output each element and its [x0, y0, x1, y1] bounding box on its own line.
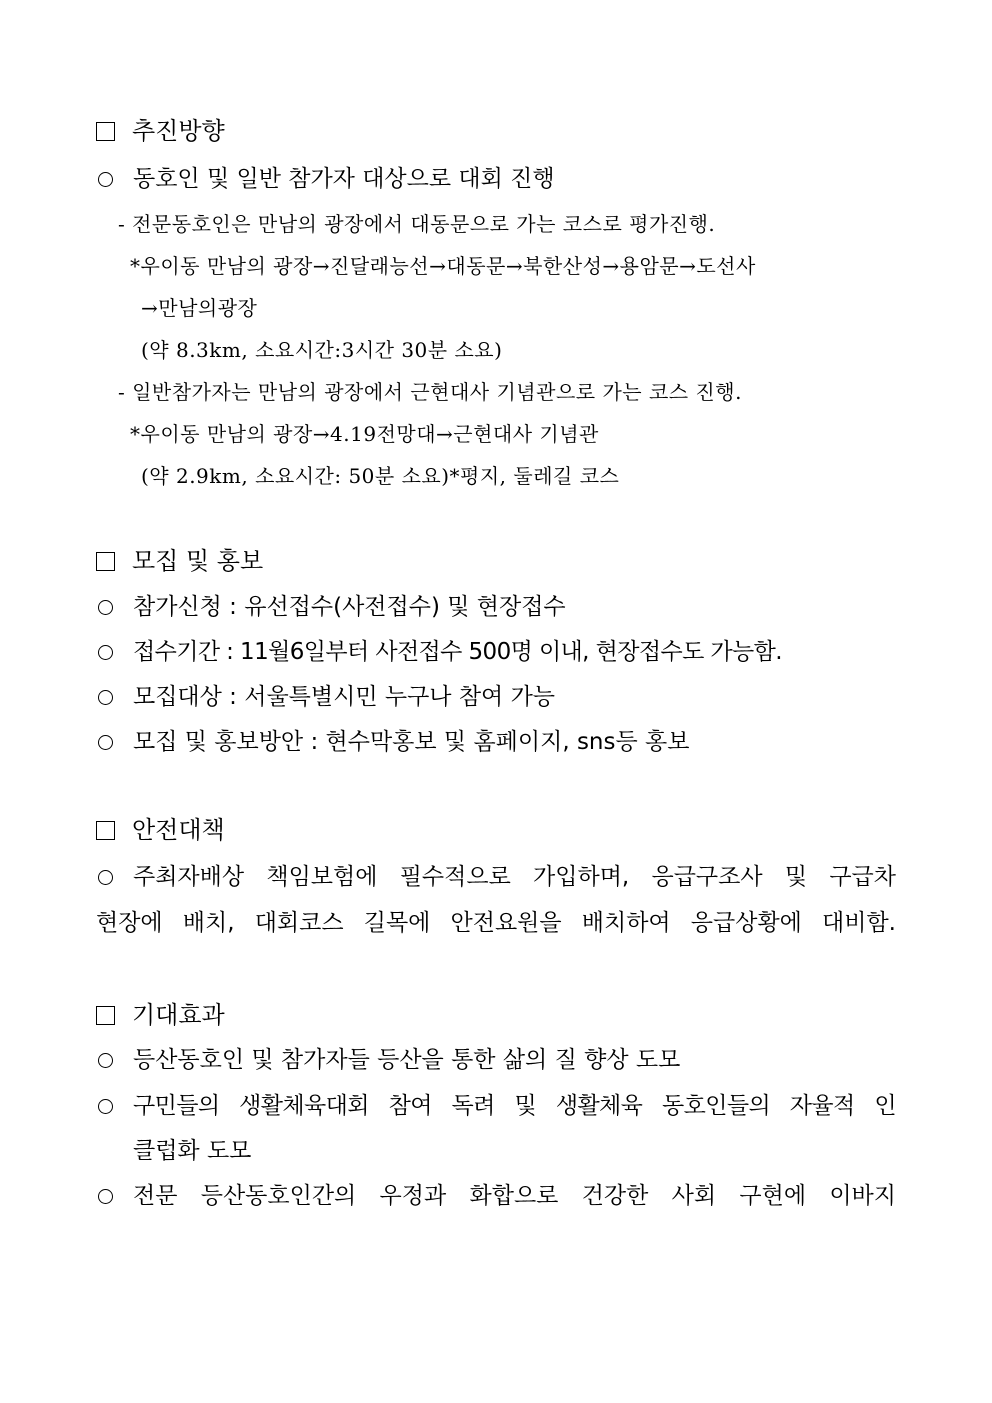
bullet-continuation: 클럽화 도모	[133, 1138, 252, 1164]
bullet-text: 모집대상 : 서울특별시민 누구나 참여 가능	[133, 684, 556, 710]
bullet-item	[98, 1185, 896, 1208]
general-route-line: *우이동 만남의 광장→4.19전망대→근현대사 기념관	[130, 422, 599, 446]
bullet-text: 등산동호인 및 참가자들 등산을 통한 삶의 질 향상 도모	[133, 1047, 681, 1073]
checkbox-square-icon	[96, 821, 115, 840]
circle-bullet-icon	[98, 735, 113, 750]
general-course-line: - 일반참가자는 만남의 광장에서 근현대사 기념관으로 가는 코스 진행.	[118, 380, 742, 404]
bullet-item	[98, 1049, 680, 1072]
section-heading-recruitment	[96, 549, 263, 573]
expert-course-info: (약 8.3km, 소요시간:3시간 30분 소요)	[141, 338, 503, 362]
bullet-item	[98, 686, 555, 709]
section-heading-safety	[96, 818, 225, 842]
section-heading-effects	[96, 1003, 225, 1027]
circle-bullet-icon	[98, 690, 113, 705]
section-heading-direction	[96, 119, 225, 143]
circle-bullet-icon	[98, 1053, 113, 1068]
general-course-info: (약 2.9km, 소요시간: 50분 소요)*평지, 둘레길 코스	[141, 464, 620, 488]
bullet-item	[98, 641, 782, 664]
expert-course-line: - 전문동호인은 만남의 광장에서 대동문으로 가는 코스로 평가진행.	[118, 212, 716, 236]
expert-route-line-1: *우이동 만남의 광장→진달래능선→대동문→북한산성→용암문→도선사	[130, 254, 756, 278]
bullet-item	[98, 1095, 896, 1118]
safety-paragraph-line-1	[98, 866, 896, 889]
bullet-text: 참가신청 : 유선접수(사전접수) 및 현장접수	[133, 594, 566, 620]
bullet-item	[98, 596, 566, 619]
bullet-text: 동호인 및 일반 참가자 대상으로 대회 진행	[133, 166, 555, 192]
bullet-text: 구민들의 생활체육대회 참여 독려 및 생활체육 동호인들의 자율적 인	[133, 1093, 896, 1119]
bullet-text: 모집 및 홍보방안 : 현수막홍보 및 홈페이지, sns등 홍보	[133, 729, 690, 755]
paragraph-text: 주최자배상 책임보험에 필수적으로 가입하며, 응급구조사 및 구급차	[133, 864, 896, 890]
checkbox-square-icon	[96, 122, 115, 141]
checkbox-square-icon	[96, 552, 115, 571]
bullet-item	[98, 731, 689, 754]
circle-bullet-icon	[98, 600, 113, 615]
circle-bullet-icon	[98, 1189, 113, 1204]
checkbox-square-icon	[96, 1006, 115, 1025]
section-title: 안전대책	[132, 816, 225, 844]
safety-paragraph-line-2: 현장에 배치, 대회코스 길목에 안전요원을 배치하여 응급상황에 대비함.	[96, 910, 896, 936]
circle-bullet-icon	[98, 172, 113, 187]
circle-bullet-icon	[98, 870, 113, 885]
expert-route-line-2: →만남의광장	[141, 296, 258, 320]
bullet-item	[98, 168, 555, 191]
circle-bullet-icon	[98, 1099, 113, 1114]
section-title: 추진방향	[132, 117, 225, 145]
circle-bullet-icon	[98, 645, 113, 660]
bullet-text: 접수기간 : 11월6일부터 사전접수 500명 이내, 현장접수도 가능함.	[133, 639, 782, 665]
section-title: 기대효과	[132, 1001, 225, 1029]
bullet-text: 전문 등산동호인간의 우정과 화합으로 건강한 사회 구현에 이바지	[133, 1183, 896, 1209]
section-title: 모집 및 홍보	[132, 547, 264, 575]
